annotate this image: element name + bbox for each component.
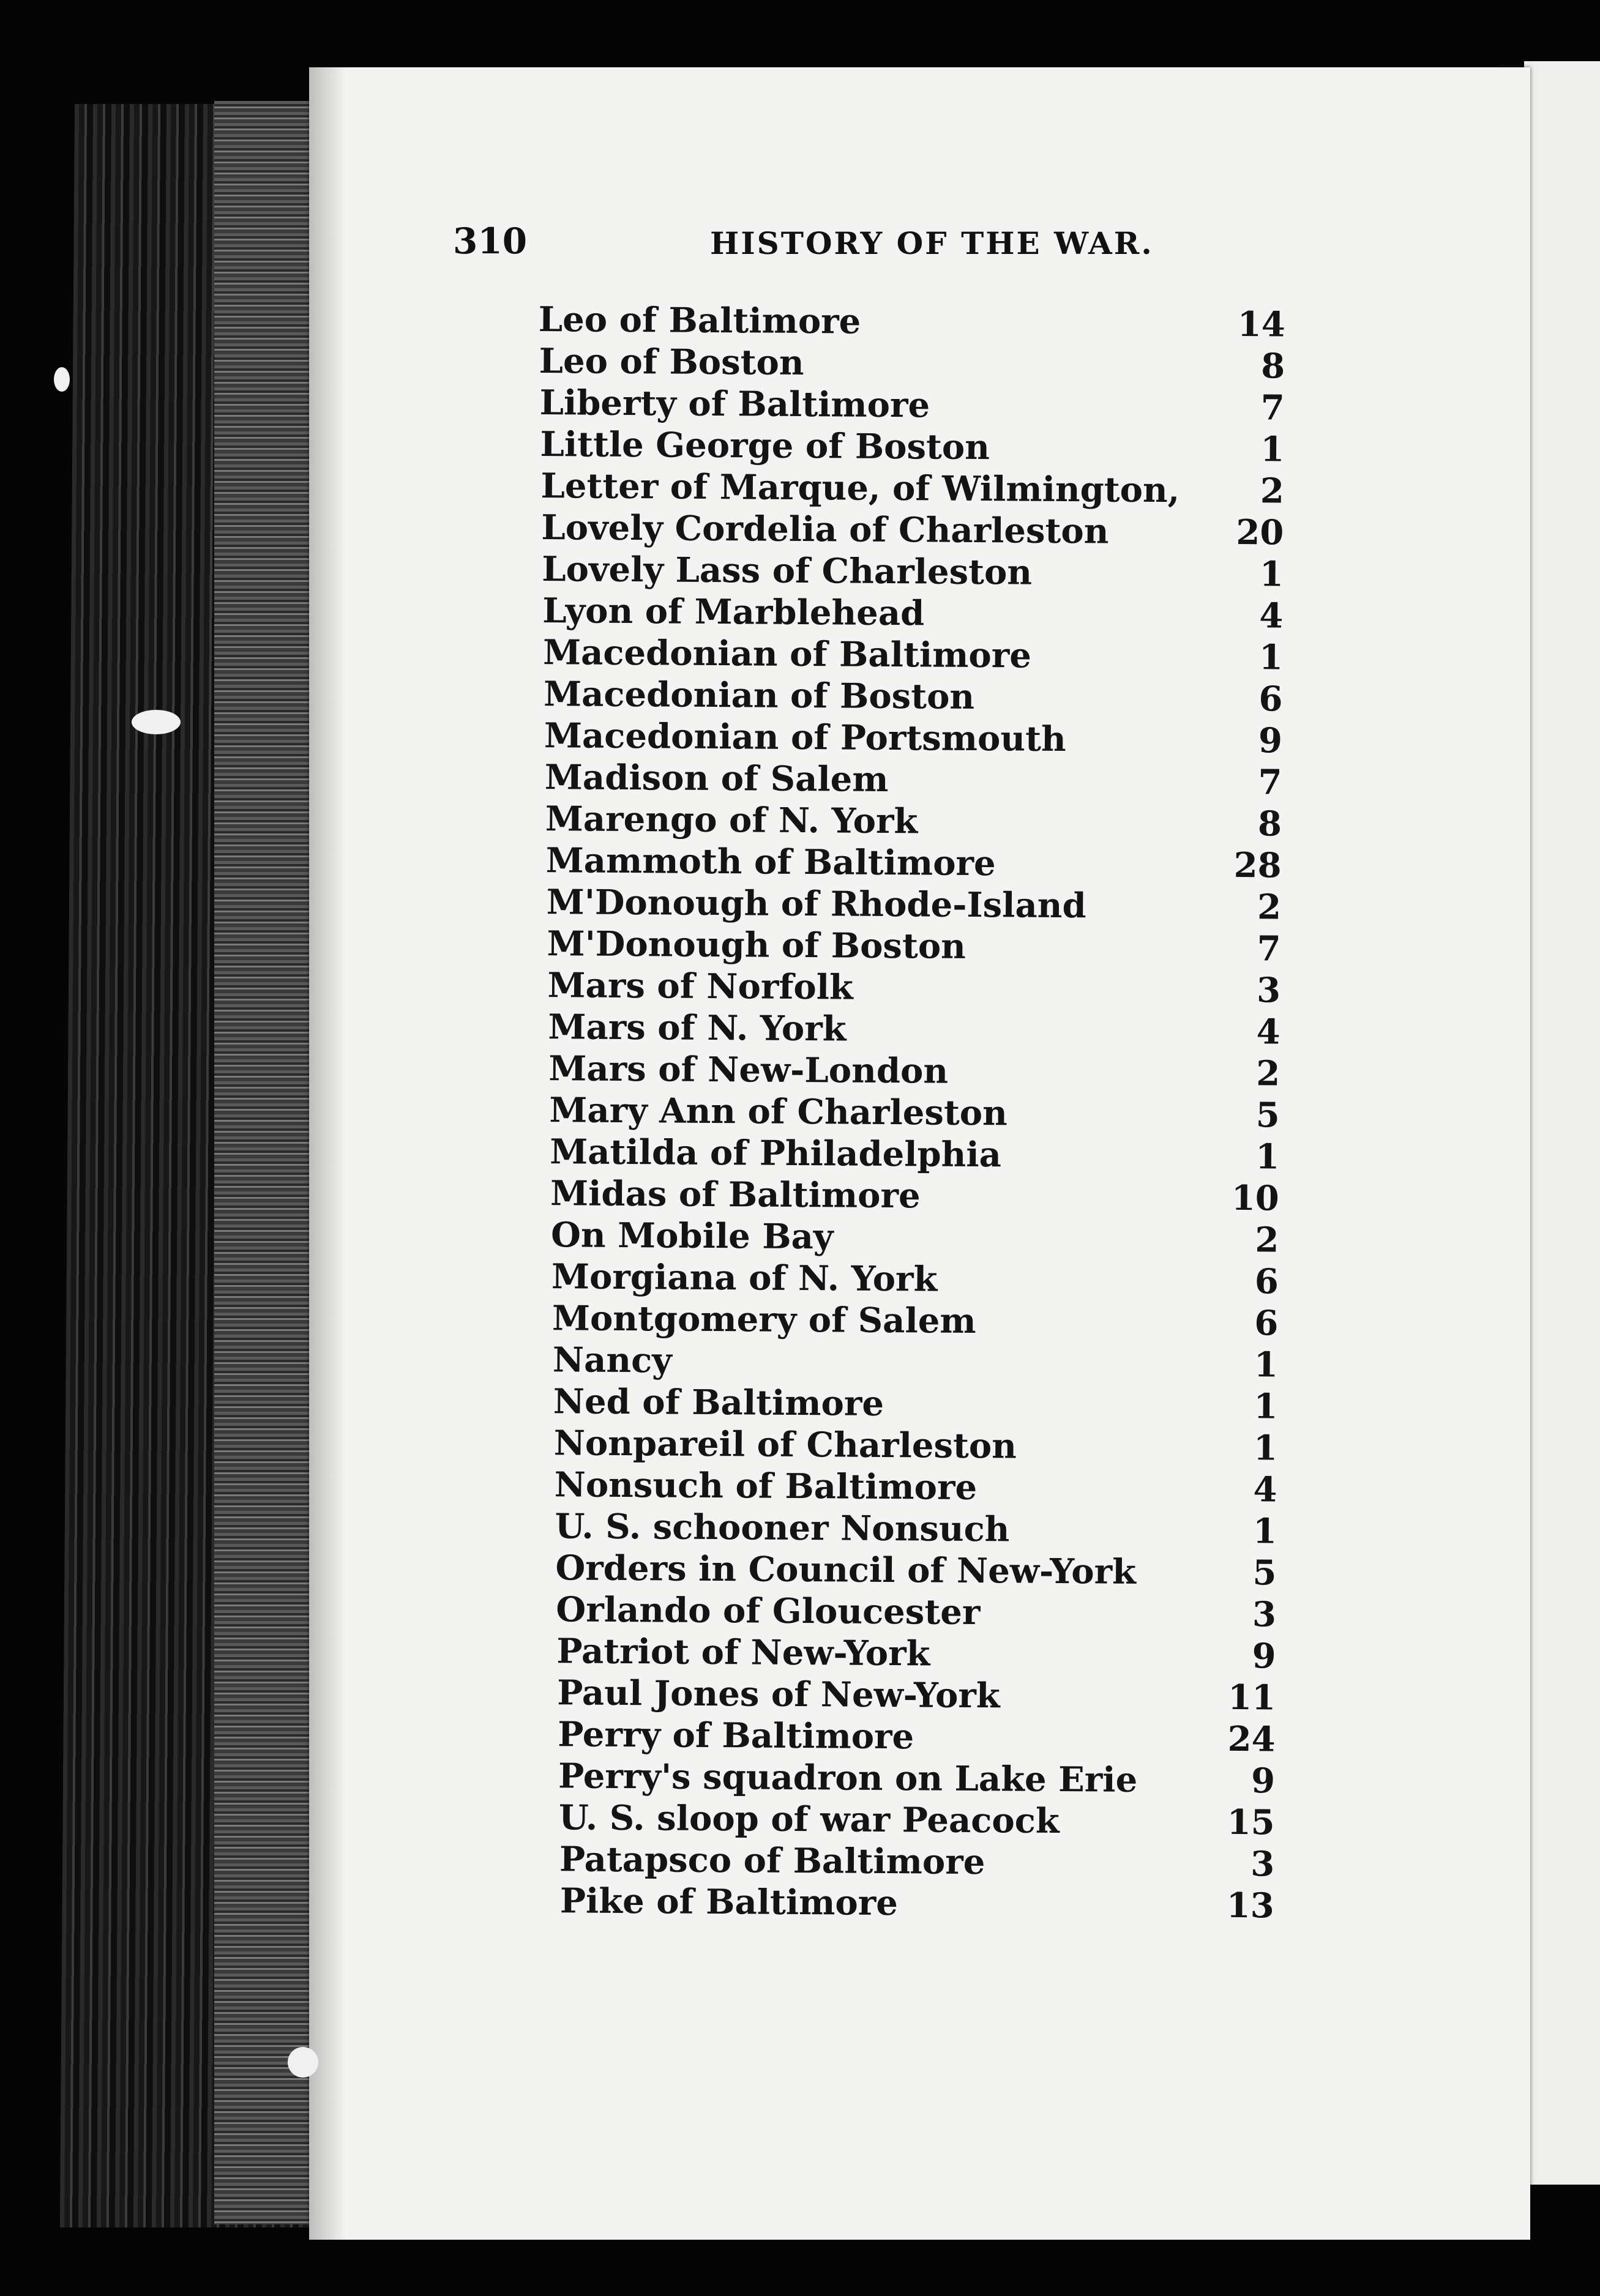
list-item <box>560 1880 1274 1926</box>
list-item <box>547 923 1280 969</box>
list-item <box>550 1131 1279 1177</box>
list-item <box>549 1089 1280 1136</box>
list-item <box>542 590 1284 636</box>
vessel-count: 5 <box>1252 1552 1277 1593</box>
vessel-count: 3 <box>1256 970 1281 1011</box>
list-item <box>539 299 1285 346</box>
vessel-name: Letter of Marque, of Wilmington, <box>540 466 1180 511</box>
vessel-count: 7 <box>1258 762 1282 803</box>
list-item <box>556 1589 1276 1635</box>
vessel-name: Perry's squadron on Lake Erie <box>558 1756 1138 1800</box>
vessel-count: 2 <box>1255 1053 1280 1094</box>
vessel-name: Macedonian of Portsmouth <box>544 715 1066 760</box>
vessel-count: 7 <box>1257 928 1281 969</box>
vessel-count: 2 <box>1255 1220 1279 1261</box>
vessel-count: 1 <box>1254 1344 1279 1385</box>
vessel-name: Leo of Boston <box>539 341 804 384</box>
vessel-count: 9 <box>1252 1636 1276 1677</box>
list-item <box>554 1464 1277 1510</box>
vessel-name: Patriot of New-York <box>556 1631 930 1674</box>
list-item <box>539 382 1285 428</box>
list-item <box>548 1048 1280 1094</box>
vessel-count: 1 <box>1259 554 1284 595</box>
list-item <box>548 1006 1280 1053</box>
list-item <box>544 673 1283 720</box>
list-item <box>557 1672 1276 1718</box>
vessel-count: 8 <box>1257 803 1282 844</box>
vessel-name: Madison of Salem <box>544 757 889 800</box>
vessel-count: 1 <box>1258 637 1284 678</box>
vessel-name: Nonpareil of Charleston <box>553 1423 1017 1467</box>
list-item <box>551 1256 1279 1302</box>
vessel-count: 8 <box>1261 346 1285 387</box>
vessel-count: 2 <box>1260 471 1285 512</box>
list-item <box>542 548 1284 595</box>
vessel-name: Ned of Baltimore <box>553 1381 884 1424</box>
list-item <box>559 1797 1275 1843</box>
paper-tear <box>288 2047 318 2078</box>
list-item <box>545 798 1282 844</box>
page-stack-edge <box>214 101 312 2224</box>
list-item <box>547 964 1280 1011</box>
vessel-name: U. S. schooner Nonsuch <box>555 1506 1010 1550</box>
page-header <box>453 220 1206 269</box>
list-item <box>558 1755 1275 1802</box>
vessel-name: Pike of Baltimore <box>559 1880 899 1924</box>
vessel-count: 11 <box>1227 1677 1276 1718</box>
list-item <box>539 340 1285 387</box>
vessel-name: Mars of N. York <box>548 1007 847 1049</box>
list-item <box>553 1381 1278 1427</box>
vessel-name: Orders in Council of New-York <box>555 1548 1137 1592</box>
paper-tear <box>132 710 181 734</box>
vessel-count: 3 <box>1250 1844 1275 1885</box>
vessel-name: Orlando of Gloucester <box>556 1589 981 1633</box>
vessel-name: Perry of Baltimore <box>557 1714 914 1757</box>
vessel-name: Lovely Cordelia of Charleston <box>541 507 1109 552</box>
vessel-count: 6 <box>1254 1261 1279 1302</box>
vessel-count: 4 <box>1256 1012 1280 1053</box>
list-item <box>550 1172 1279 1219</box>
vessel-name: Matilda of Philadelphia <box>550 1131 1002 1176</box>
facing-page <box>1524 61 1600 2185</box>
vessel-name: Marengo of N. York <box>545 799 918 842</box>
vessel-count: 4 <box>1253 1469 1277 1510</box>
vessel-count: 1 <box>1254 1386 1278 1427</box>
vessel-name: Montgomery of Salem <box>551 1298 976 1342</box>
vessel-count: 7 <box>1260 387 1285 428</box>
vessel-name: Leo of Baltimore <box>538 299 861 342</box>
vessel-count: 13 <box>1226 1885 1274 1926</box>
vessel-name: On Mobile Bay <box>550 1215 834 1258</box>
vessel-name: Morgiana of N. York <box>551 1256 938 1300</box>
list-item <box>546 881 1281 928</box>
page-shadow <box>309 67 346 2240</box>
vessel-count: 3 <box>1252 1594 1277 1635</box>
vessel-name: Mammoth of Baltimore <box>545 840 996 884</box>
vessel-name: Liberty of Baltimore <box>539 382 930 426</box>
list-item <box>558 1713 1276 1760</box>
vessel-count: 2 <box>1257 887 1282 928</box>
vessel-count: 15 <box>1227 1802 1275 1843</box>
vessel-count: 5 <box>1255 1095 1280 1136</box>
paper-tear <box>54 367 70 392</box>
vessel-name: Lyon of Marblehead <box>542 591 925 634</box>
list-item <box>553 1339 1278 1385</box>
list-item <box>543 632 1283 678</box>
list-item <box>556 1630 1276 1677</box>
list-item <box>552 1297 1279 1344</box>
vessel-name: Lovely Lass of Charleston <box>542 549 1033 593</box>
running-title: HISTORY OF THE WAR. <box>710 225 1154 261</box>
list-item <box>544 715 1282 761</box>
list-item <box>551 1214 1279 1261</box>
vessel-count: 10 <box>1231 1177 1279 1219</box>
vessel-name: M'Donough of Boston <box>547 923 966 967</box>
vessel-name: Nonsuch of Baltimore <box>554 1464 978 1508</box>
vessel-name: Midas of Baltimore <box>550 1173 921 1217</box>
vessel-count: 4 <box>1259 595 1284 636</box>
vessel-name: Little George of Boston <box>540 424 990 468</box>
page-number: 310 <box>453 220 528 262</box>
vessel-count: 1 <box>1252 1511 1277 1552</box>
list-item <box>559 1838 1275 1885</box>
vessel-name: Macedonian of Baltimore <box>542 632 1032 676</box>
list-item <box>540 423 1284 470</box>
list-item <box>540 465 1284 512</box>
list-item <box>554 1422 1278 1469</box>
vessel-count: 28 <box>1233 844 1282 886</box>
vessel-name: Nancy <box>552 1340 672 1381</box>
vessel-name: U. S. sloop of war Peacock <box>558 1797 1060 1841</box>
list-item <box>545 756 1282 803</box>
vessel-name: Patapsco of Baltimore <box>559 1839 985 1883</box>
list-item <box>546 840 1282 886</box>
vessel-count: 14 <box>1237 304 1285 345</box>
vessel-name: Mary Ann of Charleston <box>549 1090 1008 1134</box>
vessel-name: M'Donough of Rhode-Island <box>546 882 1086 926</box>
vessel-name: Paul Jones of New-York <box>557 1672 1000 1716</box>
vessel-count: 6 <box>1254 1303 1279 1344</box>
list-item <box>541 507 1284 553</box>
vessel-count: 20 <box>1236 512 1284 553</box>
vessel-name: Mars of New-London <box>548 1048 949 1092</box>
vessel-count: 9 <box>1258 720 1283 761</box>
vessel-list <box>527 299 1285 1926</box>
vessel-name: Mars of Norfolk <box>547 965 854 1008</box>
vessel-count: 24 <box>1227 1718 1276 1760</box>
list-item <box>555 1547 1276 1593</box>
list-item <box>555 1505 1277 1552</box>
vessel-count: 1 <box>1253 1428 1278 1469</box>
vessel-name: Macedonian of Boston <box>543 674 975 717</box>
vessel-count: 1 <box>1260 429 1285 470</box>
vessel-count: 9 <box>1250 1761 1276 1802</box>
vessel-count: 6 <box>1258 679 1283 720</box>
vessel-count: 1 <box>1255 1136 1280 1177</box>
